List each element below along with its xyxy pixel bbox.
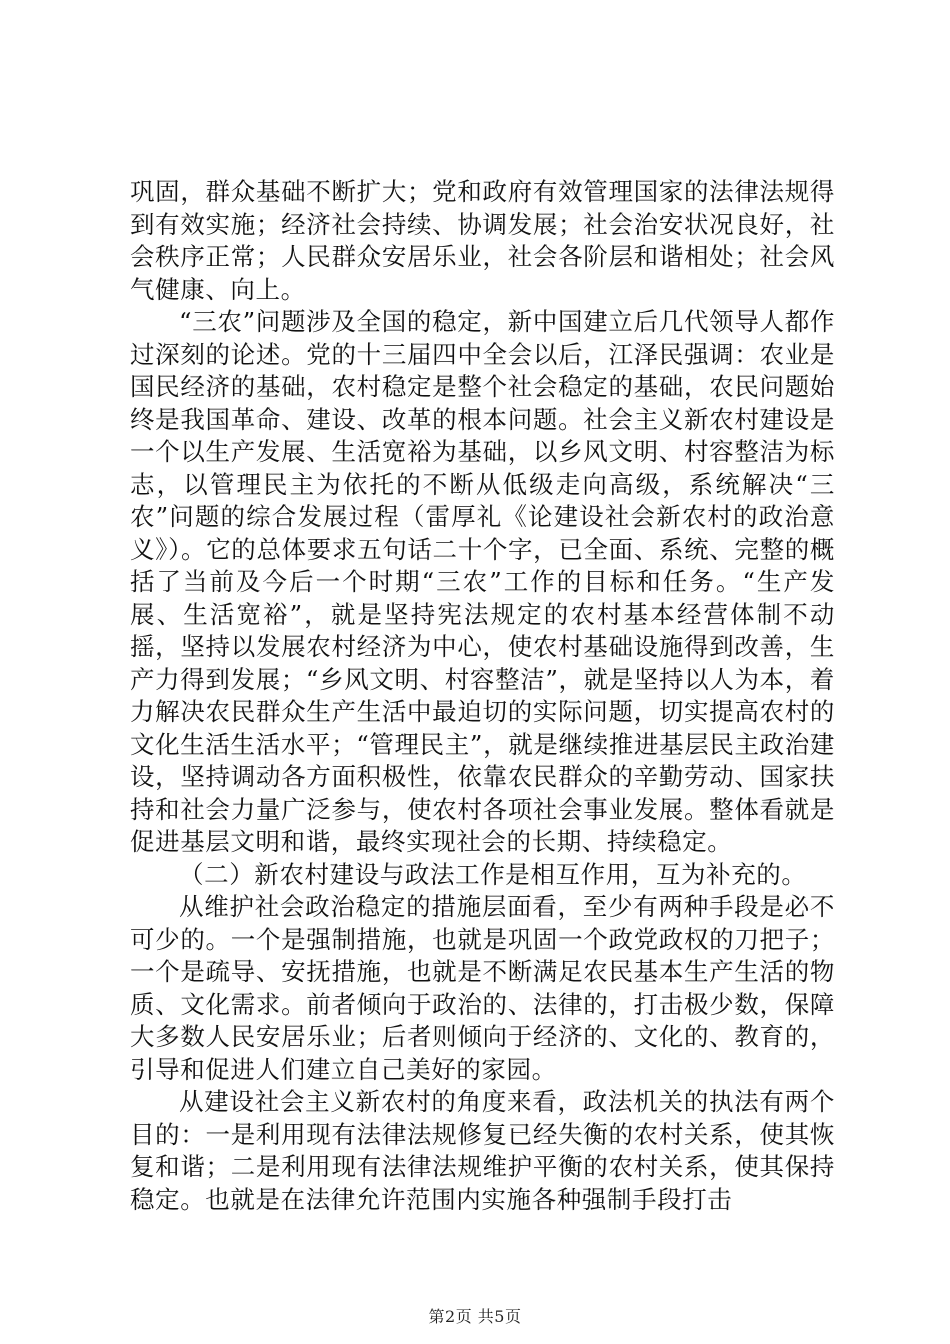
page-footer: 第2页 共5页 — [428, 1307, 522, 1326]
body-text — [130, 176, 835, 1216]
section-heading-2: （二）新农村建设与政法工作是相互作用，互为补充的。 — [179, 859, 807, 889]
paragraph-stability-measures: 从维护社会政治稳定的措施层面看，至少有两种手段是必不可少的。一个是强制措施，也就是巩固一个政党政权的刀把子；一个是疏导、安抚措施，也就是不断满足农民基本生产生活的物质、文化需求。前者倾向于政治的、法律的，打击极少数，保障大多数人民安居乐业；后者则倾向于经济的、文化的、教育的，引导和促进人们建立自己美好的家园。 — [130, 892, 835, 1084]
paragraph-law-enforcement: 从建设社会主义新农村的角度来看，政法机关的执法有两个目的：一是利用现有法律法规修复已经失衡的农村关系，使其恢复和谐；二是利用现有法律法规维护平衡的农村关系，使其保持稳定。也就是在法律允许范围内实施各种强制手段打击 — [130, 1087, 835, 1214]
paragraph-sannong: “三农”问题涉及全国的稳定，新中国建立后几代领导人都作过深刻的论述。党的十三届四中全会以后，江泽民强调：农业是国民经济的基础，农村稳定是整个社会稳定的基础，农民问题始终是我国革命、建设、改革的根本问题。社会主义新农村建设是一个以生产发展、生活宽裕为基础，以乡风文明、村容整洁为标志，以管理民主为依托的不断从低级走向高级，系统解决“三农”问题的综合发展过程（雷厚礼《论建设社会新农村的政治意义》）。它的总体要求五句话二十个字，已全面、系统、完整的概括了当前及今后一个时期“三农”工作的目标和任务。“生产发展、生活宽裕”，就是坚持宪法规定的农村基本经营体制不动摇，坚持以发展农村经济为中心，使农村基础设施得到改善，生产力得到发展；“乡风文明、村容整洁”，就是坚持以人为本，着力解决农民群众生产生活中最迫切的实际问题，切实提高农村的文化生活生活水平；“管理民主”，就是继续推进基层民主政治建设，坚持调动各方面积极性，依靠农民群众的辛勤劳动、国家扶持和社会力量广泛参与，使农村各项社会事业发展。整体看就是促进基层文明和谐，最终实现社会的长期、持续稳定。 — [130, 307, 835, 856]
paragraph-continuation: 巩固，群众基础不断扩大；党和政府有效管理国家的法律法规得到有效实施；经济社会持续、协调发展；社会治安状况良好，社会秩序正常；人民群众安居乐业，社会各阶层和谐相处；社会风气健康、向上。 — [130, 177, 835, 304]
